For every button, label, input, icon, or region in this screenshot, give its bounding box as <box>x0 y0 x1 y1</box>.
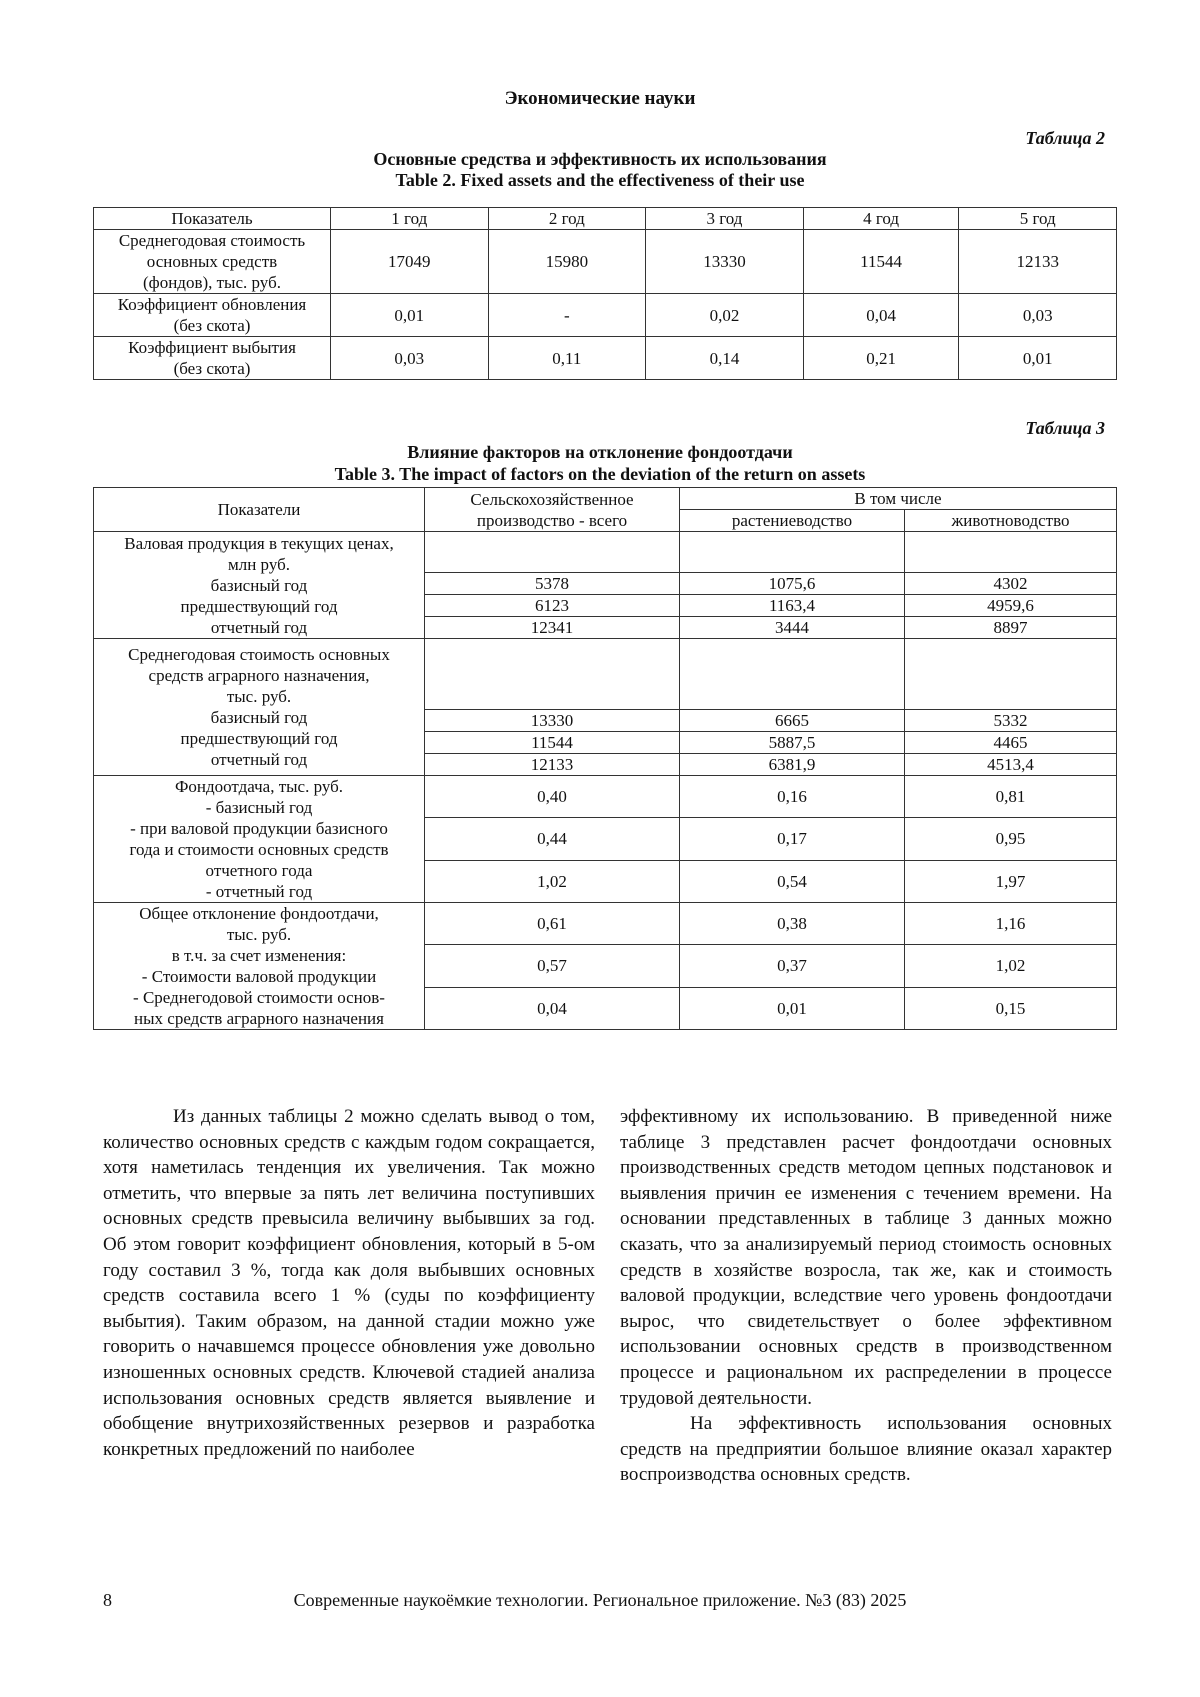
row-label-line: Валовая продукция в текущих ценах, <box>124 533 394 553</box>
table-cell: 0,01 <box>331 294 489 337</box>
table-cell: 0,38 <box>680 903 905 945</box>
table-header-row <box>94 488 1117 510</box>
table-cell: 1,02 <box>905 945 1117 987</box>
table-cell: 4513,4 <box>905 754 1117 776</box>
row-label <box>94 532 425 639</box>
table-cell: 1,02 <box>425 860 680 902</box>
row-label-line: - Среднегодовой стоимости основ- <box>133 988 385 1007</box>
column-header <box>425 488 680 532</box>
table-cell: 5378 <box>425 573 680 595</box>
table3-title-en: Table 3. The impact of factors on the deviation of the return on assets <box>334 464 866 484</box>
table-cell <box>680 639 905 710</box>
row-label-line: базисный год <box>210 575 308 595</box>
column-header: 5 год <box>959 208 1117 230</box>
footer-journal-name: Современные наукоёмкие технологии. Региональное приложение. №3 (83) 2025 <box>293 1590 907 1610</box>
column-header: Показатель <box>94 208 331 230</box>
row-label <box>94 337 331 380</box>
table-row <box>94 776 1117 818</box>
table-cell: - <box>488 294 646 337</box>
table-cell: 4465 <box>905 732 1117 754</box>
table2-label: Таблица 2 <box>1025 128 1105 148</box>
table-cell: 0,57 <box>425 945 680 987</box>
table-cell: 8897 <box>905 617 1117 639</box>
table-cell: 0,01 <box>959 337 1117 380</box>
table-cell: 1,97 <box>905 860 1117 902</box>
section-heading: Экономические науки <box>504 88 696 109</box>
table-cell <box>425 639 680 710</box>
table-row <box>94 294 1117 337</box>
table-cell: 6381,9 <box>680 754 905 776</box>
row-label-line: Общее отклонение фондоотдачи, <box>139 904 379 923</box>
row-label-line: базисный год <box>210 708 308 727</box>
row-label-line: (без скота) <box>173 359 251 378</box>
table-cell: 0,54 <box>680 860 905 902</box>
table-cell: 4959,6 <box>905 595 1117 617</box>
row-label-line: основных средств <box>146 252 278 271</box>
table-cell: 0,37 <box>680 945 905 987</box>
table3 <box>93 487 1117 1030</box>
table-cell: 11544 <box>425 732 680 754</box>
table-cell: 5887,5 <box>680 732 905 754</box>
table-cell: 3444 <box>680 617 905 639</box>
row-label-line: (фондов), тыс. руб. <box>143 273 281 292</box>
table-cell: 12133 <box>959 230 1117 294</box>
table-cell: 12341 <box>425 617 680 639</box>
row-label <box>94 903 425 1030</box>
table-cell: 0,04 <box>425 987 680 1029</box>
row-label-line: предшествующий год <box>180 729 338 748</box>
table-cell: 12133 <box>425 754 680 776</box>
table-cell: 0,03 <box>959 294 1117 337</box>
table-row <box>94 230 1117 294</box>
table-cell: 1163,4 <box>680 595 905 617</box>
table-cell: 6123 <box>425 595 680 617</box>
row-label-line: Среднегодовая стоимость основных <box>128 645 390 664</box>
table-row <box>94 639 1117 710</box>
table2-title-ru: Основные средства и эффективность их использования <box>373 149 827 169</box>
table-cell: 11544 <box>803 230 959 294</box>
table-cell: 0,14 <box>646 337 804 380</box>
table-cell: 17049 <box>331 230 489 294</box>
row-label-line: - Стоимости валовой продукции <box>141 967 377 986</box>
table-cell: 15980 <box>488 230 646 294</box>
table3-label: Таблица 3 <box>1025 418 1105 438</box>
row-label-line: - отчетный год <box>205 882 313 901</box>
table-cell: 0,16 <box>680 776 905 818</box>
row-label-line: тыс. руб. <box>226 925 292 944</box>
column-group-header: В том числе <box>680 488 1117 510</box>
table-cell: 0,40 <box>425 776 680 818</box>
table-cell <box>680 532 905 573</box>
row-label <box>94 639 425 776</box>
table-cell: 5332 <box>905 710 1117 732</box>
row-label-line: отчетного года <box>205 861 313 880</box>
table-cell: 0,02 <box>646 294 804 337</box>
row-label-line: отчетный год <box>210 750 308 769</box>
table-cell: 1,16 <box>905 903 1117 945</box>
row-label-line: - базисный год <box>205 798 313 817</box>
table-cell <box>425 532 680 573</box>
table-cell: 4302 <box>905 573 1117 595</box>
column-header: 1 год <box>331 208 489 230</box>
row-label <box>94 294 331 337</box>
row-label-line: Коэффициент выбытия <box>128 338 296 357</box>
table-cell: 0,21 <box>803 337 959 380</box>
table-cell <box>905 532 1117 573</box>
body-column-right <box>620 1104 1112 1488</box>
table-cell: 0,95 <box>905 818 1117 860</box>
table-cell: 13330 <box>646 230 804 294</box>
table-cell: 0,01 <box>680 987 905 1029</box>
column-header: 3 год <box>646 208 804 230</box>
row-label-line: Среднегодовая стоимость <box>118 231 306 250</box>
row-label-line: предшествующий год <box>180 596 338 616</box>
row-label-line: в т.ч. за счет изменения: <box>171 946 347 965</box>
column-header: Показатели <box>94 488 425 532</box>
table-cell: 1075,6 <box>680 573 905 595</box>
row-label-line: ных средств аграрного назначения <box>134 1009 384 1028</box>
table-cell: 0,61 <box>425 903 680 945</box>
table-header-row <box>94 208 1117 230</box>
table-cell <box>905 639 1117 710</box>
column-header-line: Сельскохозяйственное <box>470 489 634 509</box>
table-cell: 0,11 <box>488 337 646 380</box>
table-cell: 0,03 <box>331 337 489 380</box>
row-label-line: года и стоимости основных средств <box>129 840 389 859</box>
table-cell: 0,15 <box>905 987 1117 1029</box>
row-label <box>94 230 331 294</box>
table-row <box>94 532 1117 573</box>
row-label-line: отчетный год <box>210 617 308 637</box>
table-cell: 0,81 <box>905 776 1117 818</box>
table-cell: 13330 <box>425 710 680 732</box>
column-header: животноводство <box>905 510 1117 532</box>
table-row <box>94 337 1117 380</box>
row-label-line: Фондоотдача, тыс. руб. <box>174 777 344 796</box>
table-cell: 0,44 <box>425 818 680 860</box>
row-label-line: средств аграрного назначения, <box>148 666 370 685</box>
column-header: 2 год <box>488 208 646 230</box>
table3-title-ru: Влияние факторов на отклонение фондоотдачи <box>407 442 793 462</box>
table-cell: 0,17 <box>680 818 905 860</box>
page-number: 8 <box>103 1590 112 1610</box>
row-label <box>94 776 425 903</box>
body-paragraph: эффективному их использованию. В приведенной ниже таблице 3 представлен расчет фондоотдачи основных производственных средств методом цепных подстановок и выявления причин ее изменения с течением времени. На основании представленных в таблице 3 данных можно сказать, что за анализируемый период стоимость основных средств в хозяйстве возросла, так же, как и стоимость валовой продукции, вследствие чего уровень фондоотдачи вырос, что свидетельствует о более эффективном использовании основных средств в производственном процессе и рациональном их распределении в процессе трудовой деятельности. <box>620 1106 1112 1409</box>
row-label-line: тыс. руб. <box>226 687 292 706</box>
table2-title-en: Table 2. Fixed assets and the effectiveness of their use <box>395 170 805 190</box>
column-header: 4 год <box>803 208 959 230</box>
body-paragraph: Из данных таблицы 2 можно сделать вывод о том, количество основных средств с каждым годом сокращается, хотя наметилась тенденция их увеличения. Так можно отметить, что впервые за пять лет величина поступивших основных средств превысила величину выбывших за год. Об этом говорит коэффициент обновления, который в 5-ом году составил 3 %, тогда как доля выбывших основных средств составила всего 1 % (суды по коэффициенту выбытия). Таким образом, на данной стадии можно уже говорить о начавшемся процессе обновления уже довольно изношенных основных средств. Ключевой стадией анализа использования основных средств является выявление и обобщение внутрихозяйственных резервов и разработка конкретных предложений по наиболее <box>103 1106 595 1460</box>
row-label-line: (без скота) <box>173 316 251 335</box>
row-label-line: Коэффициент обновления <box>117 295 307 314</box>
row-label-line: - при валовой продукции базисного <box>130 819 388 838</box>
column-header-line: производство - всего <box>476 510 628 530</box>
row-label-line: млн руб. <box>227 554 291 574</box>
body-paragraph: На эффективность использования основных средств на предприятии большое влияние оказал характер воспроизводства основных средств. <box>620 1413 1112 1486</box>
table-row <box>94 903 1117 945</box>
table-cell: 6665 <box>680 710 905 732</box>
column-header: растениеводство <box>680 510 905 532</box>
table2 <box>93 207 1117 380</box>
table-cell: 0,04 <box>803 294 959 337</box>
body-column-left <box>103 1104 595 1462</box>
